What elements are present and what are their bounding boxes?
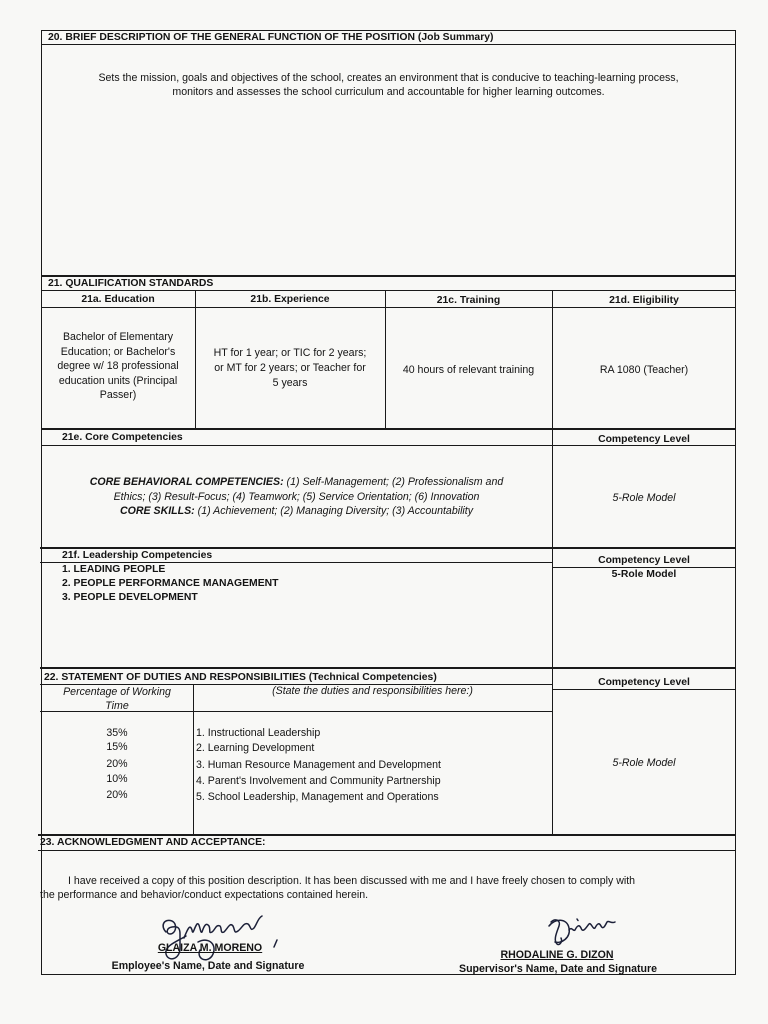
- employee-signature-caption: Employee's Name, Date and Signature: [111, 959, 305, 972]
- experience-requirement: [195, 346, 385, 391]
- core-competencies-title: 21e. Core Competencies: [62, 431, 183, 443]
- percentage-header-line: Percentage of Working: [63, 685, 171, 698]
- experience-header: 21b. Experience: [250, 293, 330, 305]
- duty-percentage: 15%: [106, 740, 128, 753]
- rule-line: [41, 445, 736, 446]
- education-header: 21a. Education: [81, 293, 155, 305]
- competency-level-header: Competency Level: [598, 676, 690, 688]
- leadership-item: 1. LEADING PEOPLE: [62, 564, 166, 575]
- rule-line: [552, 689, 736, 690]
- duty-item: 1. Instructional Leadership: [196, 726, 321, 739]
- rule-line: [41, 290, 736, 291]
- core-skills-text: (1) Achievement; (2) Managing Diversity; (3) Accountability: [197, 505, 474, 517]
- competency-level-header: Competency Level: [598, 433, 690, 445]
- education-line: Passer): [99, 389, 137, 402]
- experience-line: or MT for 2 years; or Teacher for: [214, 362, 366, 374]
- duty-percentage: 20%: [106, 757, 128, 770]
- column-line: [552, 548, 553, 835]
- education-line: degree w/ 18 professional: [57, 360, 179, 373]
- section-22-title: 22. STATEMENT OF DUTIES AND RESPONSIBILITIES (Technical Competencies): [44, 671, 437, 683]
- core-competency-level: 5-Role Model: [612, 491, 676, 504]
- job-summary-line: monitors and assesses the school curriculum and accountable for higher learning outcomes.: [172, 85, 605, 98]
- duty-item: 2. Learning Development: [196, 741, 315, 754]
- education-requirement: [41, 330, 195, 403]
- core-behavioral-text: (1) Self-Management; (2) Professionalism and: [286, 476, 504, 488]
- supervisor-name: RHODALINE G. DIZON: [500, 948, 614, 961]
- duty-item: 3. Human Resource Management and Development: [196, 758, 441, 771]
- duty-item: 4. Parent's Involvement and Community Partnership: [196, 774, 441, 787]
- core-skills-line: [41, 504, 552, 519]
- column-line: [552, 290, 553, 548]
- training-header: 21c. Training: [436, 294, 501, 306]
- duty-percentage: 20%: [106, 788, 128, 801]
- column-line: [385, 290, 386, 428]
- rule-line: [41, 44, 736, 45]
- core-skills-label: CORE SKILLS:: [119, 505, 195, 517]
- duties-competency-level: 5-Role Model: [612, 756, 676, 769]
- section-23-title: 23. ACKNOWLEDGMENT AND ACCEPTANCE:: [40, 837, 266, 848]
- leadership-competencies-title: 21f. Leadership Competencies: [62, 550, 213, 561]
- duty-percentage: 35%: [106, 726, 128, 739]
- eligibility-requirement: RA 1080 (Teacher): [599, 363, 689, 376]
- leadership-item: 2. PEOPLE PERFORMANCE MANAGEMENT: [62, 578, 279, 589]
- experience-line: HT for 1 year; or TIC for 2 years;: [213, 347, 367, 359]
- education-line: education units (Principal: [58, 374, 178, 387]
- duties-header: (State the duties and responsibilities here:): [272, 685, 473, 697]
- column-line: [193, 684, 194, 835]
- section-divider: [41, 428, 736, 430]
- core-behavioral-line: Ethics; (3) Result-Focus; (4) Teamwork; (5) Service Orientation; (6) Innovation: [113, 490, 480, 503]
- rule-line: [38, 850, 736, 851]
- core-behavioral-label: CORE BEHAVIORAL COMPETENCIES:: [89, 476, 284, 488]
- acknowledgment-line: the performance and behavior/conduct expectations contained herein.: [40, 888, 369, 901]
- duty-percentage: 10%: [106, 772, 128, 785]
- section-21-title: 21. QUALIFICATION STANDARDS: [48, 277, 214, 289]
- employee-name: GLAIZA M. MORENO: [157, 941, 263, 954]
- competency-level-header: Competency Level: [598, 554, 690, 566]
- education-line: Education; or Bachelor's: [60, 345, 176, 358]
- rule-line: [40, 711, 552, 712]
- percentage-header: [41, 685, 193, 713]
- percentage-header-line: Time: [105, 699, 129, 712]
- leadership-competency-level: 5-Role Model: [611, 569, 677, 580]
- section-20-title: 20. BRIEF DESCRIPTION OF THE GENERAL FUNCTION OF THE POSITION (Job Summary): [48, 32, 494, 43]
- leadership-item: 3. PEOPLE DEVELOPMENT: [62, 592, 198, 603]
- training-requirement: 40 hours of relevant training: [402, 363, 535, 376]
- core-behavioral-line: [41, 475, 552, 490]
- supervisor-signature-caption: Supervisor's Name, Date and Signature: [459, 962, 657, 975]
- core-competencies-text: [41, 475, 552, 519]
- job-summary-line: Sets the mission, goals and objectives of the school, creates an environment that is conducive to teaching-learning process,: [98, 71, 679, 84]
- experience-line: 5 years: [272, 377, 308, 389]
- acknowledgment-line: I have received a copy of this position description. It has been discussed with me and I have freely chosen to comply with: [68, 874, 636, 887]
- section-divider: [40, 667, 736, 669]
- eligibility-header: 21d. Eligibility: [609, 294, 679, 306]
- education-line: Bachelor of Elementary: [62, 331, 174, 343]
- duty-item: 5. School Leadership, Management and Operations: [196, 790, 439, 803]
- rule-line: [41, 307, 736, 308]
